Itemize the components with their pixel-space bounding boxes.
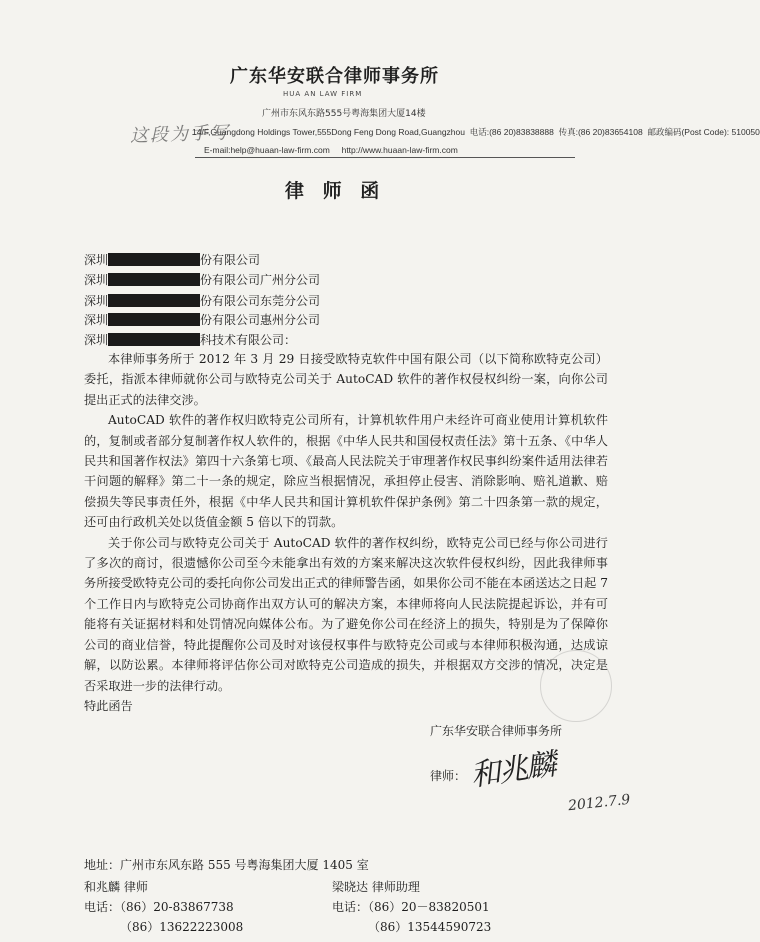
fax: 传真:(86 20)83654108: [558, 127, 643, 137]
address-line: [192, 126, 760, 138]
faint-stamp: [540, 650, 612, 722]
recipient-line: [84, 311, 320, 328]
body-paragraph: AutoCAD 软件的著作权归欧特克公司所有，计算机软件用户未经许可商业使用计算机软件的，复制或者部分复制著作权人软件的，根据《中华人民共和国侵权责任法》第十五条、《中华人民共和国著作权法》第四十六条第七项、《最高人民法院关于审理著作权民事纠纷案件适用法律若干问题的解释》第二十一条的规定，除应当根据情况，承担停止侵害、消除影响、赔礼道歉、赔偿损失等民事责任外，根据《中华人民共和国计算机软件保护条例》第二十四条第一款的规定，还可由行政机关处以货值金额 5 倍以下的罚款。: [84, 413, 608, 530]
contact-line: [204, 145, 458, 155]
postcode: 邮政编码(Post Code): 510050: [647, 127, 760, 137]
lawyer1-phone: 电话：（86）20-83867738: [84, 900, 234, 914]
recipient-prefix: 深圳: [84, 253, 109, 267]
recipient-prefix: 深圳: [84, 294, 109, 308]
website: http://www.huaan-law-firm.com: [341, 145, 458, 155]
footer-address: 地址：广州市东风东路 555 号粤海集团大厦 1405 室: [84, 858, 369, 872]
lawyer2-mobile: （86）13544590723: [368, 920, 492, 934]
redaction-block: [108, 253, 200, 266]
phone: 电话:(86 20)83838888: [469, 127, 554, 137]
handwritten-note: 这段为手写: [129, 122, 231, 147]
firm-name: 广东华安联合律师事务所: [230, 66, 439, 87]
recipient-suffix: 份有限公司惠州分公司: [200, 313, 321, 327]
lawyer1-name: 和兆麟 律师: [84, 880, 148, 894]
redaction-block: [108, 313, 200, 326]
recipient-suffix: 份有限公司东莞分公司: [200, 294, 321, 308]
recipient-prefix: 深圳: [84, 273, 109, 287]
recipient-line: [84, 292, 320, 309]
recipient-prefix: 深圳: [84, 333, 109, 347]
letter-body: [84, 349, 608, 716]
redaction-block: [108, 333, 200, 346]
redaction-block: [108, 294, 200, 307]
document-title: 律 师 函: [285, 180, 386, 202]
handwritten-date: 2012.7.9: [567, 791, 632, 815]
recipient-line: [84, 251, 260, 268]
lawyer1-mobile-row: [84, 918, 243, 935]
body-paragraph: 关于你公司与欧特克公司关于 AutoCAD 软件的著作权纠纷，欧特克公司已经与你公司进行了多次的商讨，很遗憾你公司至今未能拿出有效的方案来解决这次软件侵权纠纷，因此我律师事务所接受欧特克公司的委托向你公司发出正式的律师警告函，如果你公司不能在本函送达之日起 7 个工作日内与欧特克公司协商作出双方认可的解决方案，本律师将向人民法院提起诉讼，并有可能将有关证据材料和处罚情况向媒体公布。为了避免你公司在经济上的损失，特别是为了保障你公司的商业信誉，特此提醒你公司及时对该侵权事件与欧特克公司或与本律师积极沟通，达成谅解，以防讼累。本律师将评估你公司对欧特克公司造成的损失，并根据双方交涉的情况，决定是否采取进一步的法律行动。: [84, 535, 608, 693]
recipient-suffix: 份有限公司: [200, 253, 261, 267]
email: E-mail:help@huaan-law-firm.com: [204, 145, 330, 155]
firm-name-en: HUA AN LAW FIRM: [283, 90, 363, 98]
address-en: 14/F,Guangdong Holdings Tower,555Dong Feng Dong Road,Guangzhou: [192, 127, 465, 137]
recipient-line: [84, 331, 296, 348]
signature-label: 律师：: [430, 769, 467, 783]
lawyer2-mobile-row: [332, 918, 491, 935]
redaction-block: [108, 273, 200, 286]
recipient-line: [84, 271, 320, 288]
lawyer2-phone: 电话：（86）20－83820501: [332, 900, 490, 914]
header-divider: [195, 157, 575, 158]
handwritten-signature: 和兆麟: [468, 747, 557, 794]
recipient-suffix: 科技术有限公司：: [200, 333, 297, 347]
recipient-suffix: 份有限公司广州分公司: [200, 273, 321, 287]
body-paragraph: 本律师事务所于 2012 年 3 月 29 日接受欧特克软件中国有限公司（以下简称欧特克公司）委托，指派本律师就你公司与欧特克公司关于 AutoCAD 软件的著作权侵权纠纷一案，向你公司提出正式的法律交涉。: [84, 352, 608, 407]
lawyer2-name: 梁晓达 律师助理: [332, 880, 420, 894]
signature-firm: 广东华安联合律师事务所: [430, 724, 563, 738]
address-cn: 广州市东风东路555号粤海集团大厦14楼: [262, 109, 426, 119]
lawyer1-mobile: （86）13622223008: [120, 920, 244, 934]
recipient-prefix: 深圳: [84, 313, 109, 327]
closing-line: 特此函告: [84, 698, 133, 713]
